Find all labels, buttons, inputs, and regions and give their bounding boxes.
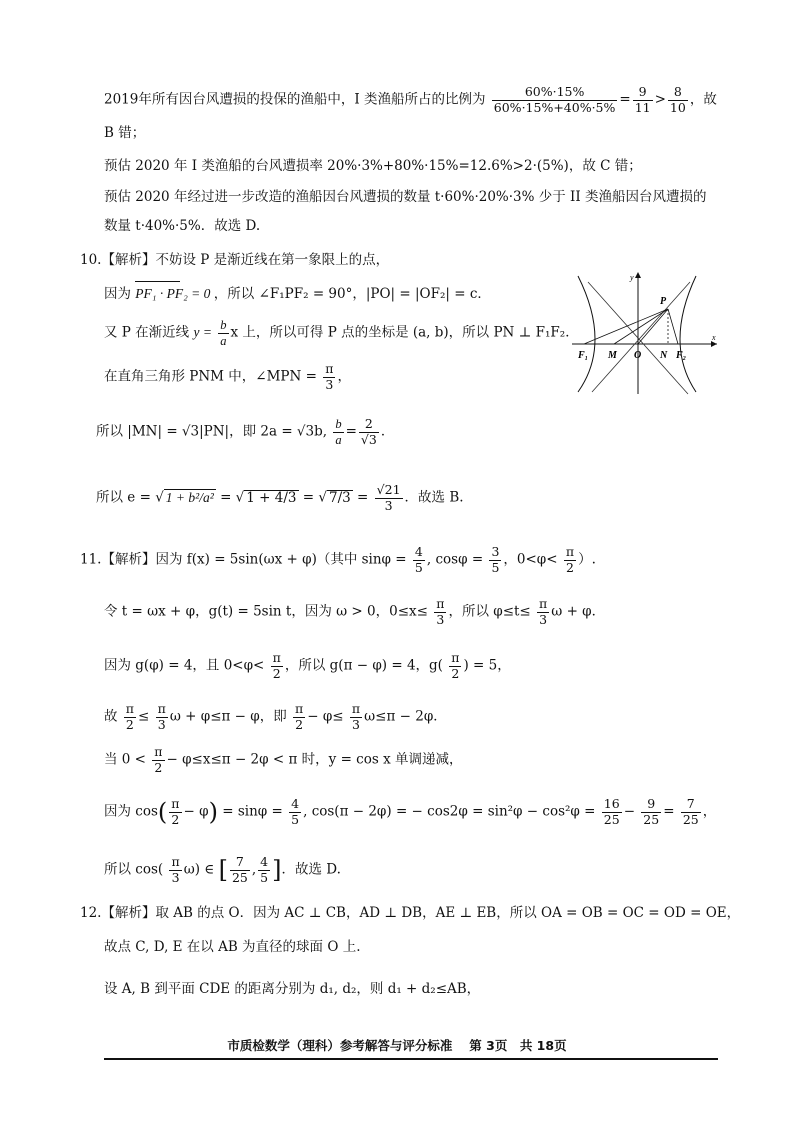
p12-line-1: 12.【解析】取 AB 的点 O．因为 AC ⊥ CB，AD ⊥ DB，AE ⊥ EB，所以 OA = OB = OC = OD = OE，: [80, 905, 741, 921]
footer-divider: [104, 1058, 718, 1060]
segment-o-p: [638, 309, 668, 344]
p11-line-4: 故 $\frac{\pi}{2}$ ≤ $\frac{\pi}{3}$ ω + φ≤π − φ，即 $\frac{\pi}{2}$ − φ≤ $\frac{\pi}{3}$ ω≤π − 2φ．: [104, 701, 447, 732]
label-m: M: [608, 350, 617, 361]
segment-f1-p: [584, 309, 668, 344]
fraction: $\frac{8}{10}$: [669, 84, 686, 115]
p10-line-1: 因为 PF₁ · PF₂ = 0 ，所以 ∠F₁PF₂ = 90°，|PO| = |OF₂| = c．: [104, 287, 491, 302]
p11-line-3: 因为 g(φ) = 4，且 0<φ< $\frac{\pi}{2}$ ，所以 g(π − φ) = 4，g( $\frac{\pi}{2}$ ) = 5，: [104, 650, 511, 681]
p12-line-2: 故点 C, D, E 在以 AB 为直径的球面 O 上.: [104, 939, 361, 955]
p9-text: 2019年所有因台风遭损的投保的渔船中，I 类渔船所占的比例为: [104, 91, 486, 108]
p11-line-1: 11.【解析】因为 f(x) = 5sin(ωx + φ)（其中 sinφ = $\frac{4}{5}$ , cosφ = $\frac{3}{5}$ ，0<φ< $\frac{\pi}{2}$ ）.: [80, 544, 596, 575]
segment-m-p: [614, 309, 668, 344]
fraction: $\frac{60\%\cdot 15\%}{60\%\cdot 15\%+40\%\cdot 5\%}$: [493, 84, 616, 115]
label-f2: F₂: [676, 350, 687, 361]
p11-line-7: 所以 cos( $\frac{\pi}{3}$ ω) ∈ [ $\frac{7}{25}$ , $\frac{4}{5}$ ]．故选 D.: [104, 854, 341, 885]
page-footer: 市质检数学（理科）参考解答与评分标准 第 3页 共 18页: [227, 1038, 567, 1053]
p9-line-5: 数量 t·40%·5%．故选 D.: [104, 218, 261, 234]
p11-line-2: 令 t = ωx + φ，g(t) = 5sin t，因为 ω > 0，0≤x≤ $\frac{\pi}{3}$ ，所以 φ≤t≤ $\frac{\pi}{3}$ ω + φ．: [104, 596, 606, 627]
vector-product: PF₁ · PF₂ = 0: [135, 286, 213, 301]
p12-line-3: 设 A, B 到平面 CDE 的距离分别为 d₁, d₂，则 d₁ + d₂≤AB，: [104, 981, 481, 997]
label-x: x: [712, 333, 716, 342]
p9-line-3: 预估 2020 年 I 类渔船的台风遭损率 20%·3%+80%·15%=12.6%>2·(5%)，故 C 错；: [104, 158, 642, 174]
p10-line-5: 所以 e = √ 1 + b²/a² = √ 1 + 4/3 = √ 7/3 = $\frac{√21}{3}$ ．故选 B.: [96, 482, 464, 513]
p10-heading: 10.【解析】不妨设 P 是渐近线在第一象限上的点，: [80, 252, 390, 268]
fraction: $\frac{9}{11}$: [634, 84, 651, 115]
hyperbola-left-branch: [578, 276, 595, 392]
p11-line-6: 因为 cos( $\frac{\pi}{2}$ − φ) = sinφ = $\frac{4}{5}$ , cos(π − 2φ) = − cos2φ = sin²φ − cos²φ = $\frac{16}{25}$ − $\frac{9}{25}$ = $\frac{7}{25}$ ，: [104, 796, 717, 827]
hyperbola-figure: [572, 268, 722, 396]
hyperbola-right-branch: [680, 276, 696, 392]
label-f1: F₁: [578, 350, 589, 361]
p10-line-4: 所以 |MN| = √3|PN|，即 2a = √3b, $\frac{b}{a}$ = $\frac{2}{√3}$ ．: [96, 416, 395, 447]
p10-line-3: 在直角三角形 PNM 中，∠MPN = $\frac{\pi}{3}$ ，: [104, 361, 351, 392]
p9-line-2: B 错；: [104, 125, 146, 141]
label-p: P: [660, 296, 667, 307]
p9-line-4: 预估 2020 年经过进一步改造的渔船因台风遭损的数量 t·60%·20%·3% 少于 II 类渔船因台风遭损的: [104, 189, 707, 205]
label-o: O: [634, 350, 642, 361]
y-axis-arrow: [635, 272, 641, 278]
p11-line-5: 当 0 < $\frac{\pi}{2}$ − φ≤x≤π − 2φ < π 时，y = cos x 单调递减，: [104, 744, 463, 775]
p9-line-1: 2019年所有因台风遭损的投保的渔船中，I 类渔船所占的比例为 $\frac{60\%\cdot 15\%}{60\%\cdot 15\%+40\%\cdot 5\%}$ = $\frac{9}{11}$ > $\frac{8}{10}$ ，故: [104, 84, 717, 115]
p10-line-2: 又 P 在渐近线 y = $\frac{b}{a}$ x 上，所以可得 P 点的坐标是 (a, b)，所以 PN ⊥ F₁F₂．: [104, 318, 579, 348]
label-n: N: [660, 350, 668, 361]
label-y: y: [630, 273, 634, 282]
segment-p-f2: [668, 309, 678, 344]
asymptote-1: [592, 282, 690, 392]
